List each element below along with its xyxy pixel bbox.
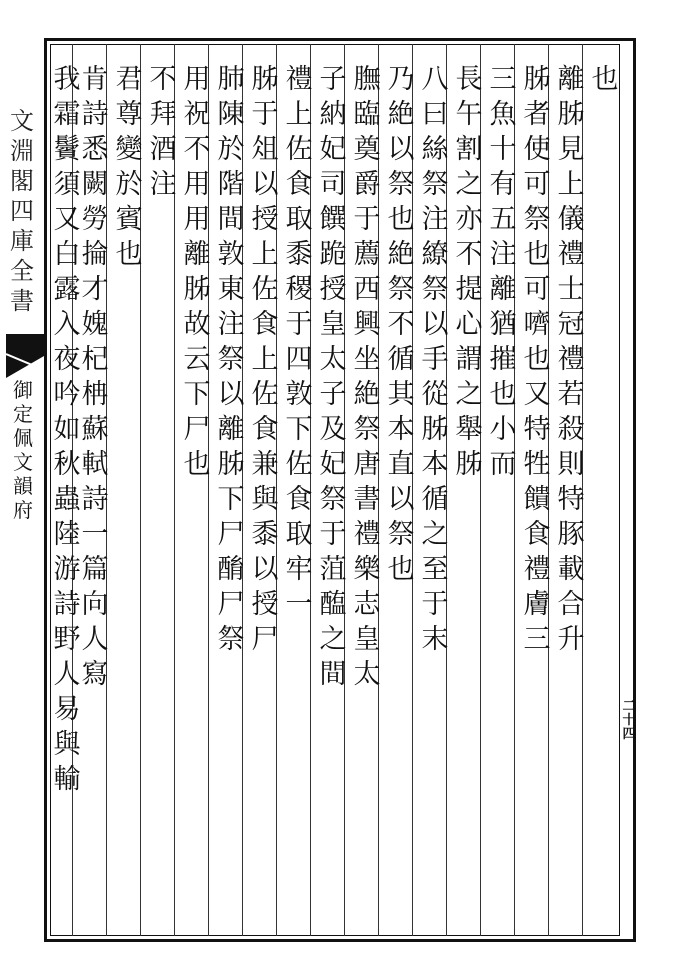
margin-library-title: 文淵閣四庫全書 [10, 107, 34, 315]
text-column: 肺陳於階間敦東注祭以離胏下尸酳尸祭 [217, 64, 245, 655]
text-column: 胏于俎以授上佐食上佐食兼與黍以授尸 [251, 64, 279, 655]
page-folio-number: 二十四 [622, 699, 636, 742]
text-column: 三魚十有五注離猶摧也小而 [489, 64, 517, 480]
text-column: 禮上佐食取黍稷于四敦下佐食取牢一 [285, 64, 313, 620]
text-column: 肯詩悉闕勞掄才媿杞柟蘇軾詩一篇向人寫 [81, 64, 109, 690]
margin-book-title: 御定佩文韻府 [13, 378, 33, 522]
text-column: 膴臨奠爵于薦西興坐絶祭唐書禮樂志皇太 [353, 64, 381, 690]
text-column: 我霜鬢須又白露入夜吟如秋蟲陸游詩野人易與輸 [53, 64, 81, 795]
page-margin-strip [0, 44, 44, 944]
text-column: 胏者使可祭也可嚌也又特牲饋食禮膚三 [523, 64, 551, 655]
text-column: 離胏見上儀禮士冠禮若殺則特豚載合升 [557, 64, 585, 655]
text-column: 子納妃司饌跪授皇太子及妃祭于菹醢之間 [319, 64, 347, 690]
text-column: 君尊變於賓也 [115, 64, 143, 270]
fish-tail-mark-icon [6, 334, 44, 378]
text-column: 也 [591, 64, 619, 95]
text-column: 八曰絲祭注繚祭以手從胏本循之至于末 [421, 64, 449, 655]
text-column: 不拜酒注 [149, 64, 177, 200]
text-column: 長午割之亦不提心謂之舉胏 [455, 64, 483, 480]
text-column: 用祝不用用離胏故云下尸也 [183, 64, 211, 480]
text-column: 乃絶以祭也絶祭不循其本直以祭也 [387, 64, 415, 585]
